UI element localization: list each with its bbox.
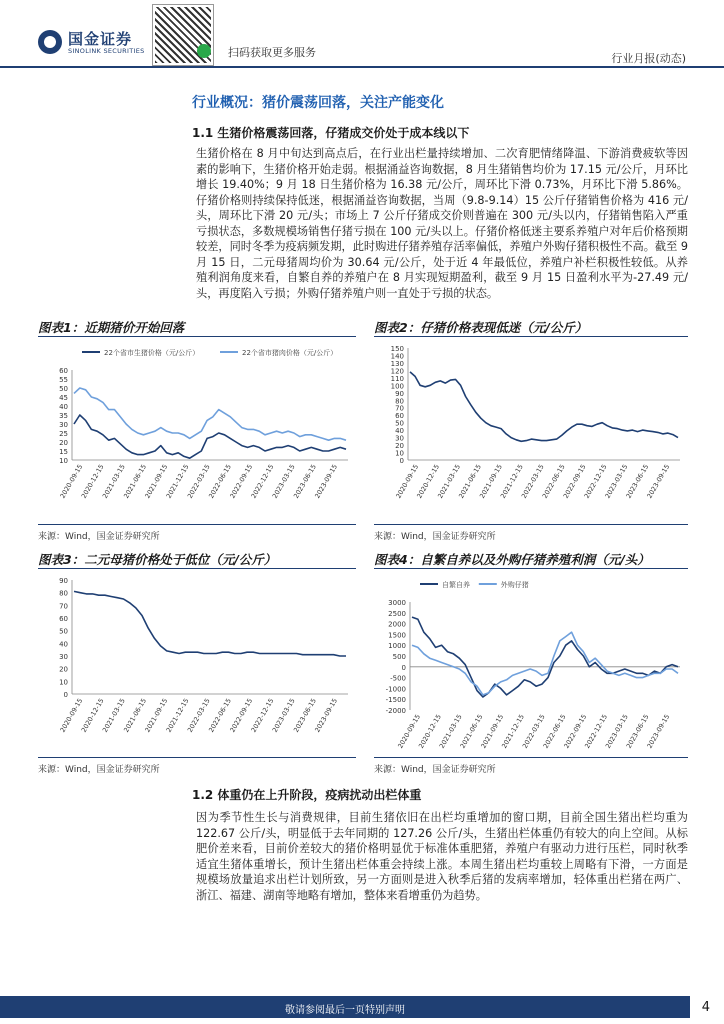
x-tick-label: 2023-03-15 [603,713,630,750]
subsection-title-2: 1.2 体重仍在上升阶段，疫病扰动出栏体重 [192,788,422,802]
fig1-source: 来源：Wind，国金证券研究所 [38,532,160,542]
x-tick-label: 2022-09-15 [561,463,588,500]
y-tick-label: 30 [395,434,404,443]
fig4-source-rule [374,757,688,758]
x-tick-label: 2020-09-15 [58,463,85,500]
footer-disclaimer[interactable]: 敬请参阅最后一页特别声明 [285,1005,405,1016]
subsection-title-1: 1.1 生猪价格震荡回落，仔猪成交价处于成本线以下 [192,126,470,140]
fig4-title: 图表4：自繁自养以及外购仔猪养殖利润（元/头） [374,552,650,567]
fig1-title: 图表1：近期猪价开始回落 [38,320,185,335]
y-tick-label: 80 [395,397,404,406]
fig4-title-rule [374,568,688,569]
x-tick-label: 2021-09-15 [143,463,170,500]
doc-type: 行业月报(动态) [611,52,686,65]
x-tick-label: 2021-06-15 [122,697,149,734]
x-tick-label: 2021-12-15 [164,463,191,500]
y-tick-label: 20 [59,665,68,674]
y-tick-label: 30 [59,653,68,661]
y-tick-label: 60 [59,615,68,623]
fig2-source-rule [374,524,688,525]
y-tick-label: 1000 [388,642,406,651]
header-divider [0,66,724,68]
x-tick-label: 2023-06-15 [292,463,318,500]
y-tick-label: 10 [59,457,68,465]
y-tick-label: 90 [59,577,68,585]
x-tick-label: 2023-06-15 [624,713,651,750]
y-tick-label: 100 [390,382,404,391]
y-tick-label: 150 [390,345,404,353]
y-tick-label: 110 [390,374,404,383]
x-tick-label: 2021-12-15 [164,697,191,734]
wechat-icon [197,44,211,58]
x-tick-label: 2022-03-15 [520,713,547,750]
y-tick-label: 2000 [388,620,406,629]
x-tick-label: 2023-03-15 [270,697,297,734]
fig1-title-rule [38,336,356,337]
y-tick-label: 40 [395,427,404,436]
x-tick-label: 2023-06-15 [292,697,318,734]
y-tick-label: -1500 [385,696,406,705]
legend-label: 22个省市生猪价格（元/公斤） [104,349,200,357]
paragraph-2: 因为季节性生长与消费规律，目前生猪依旧在出栏均重增加的窗口期，目前全国生猪出栏均重为 122.67 公斤/头，明显低于去年同期的 127.26 公斤/头，生猪出栏体重仍有较大的向上空间。从标肥价差来看，目前价差较大的猪价格明显优于标准体重肥猪，养殖户有驱动力进行压栏，同时秋季适宜生猪体重增长，预计生猪出栏体重会持续上涨。本周生猪出栏均重较上周略有下滑，一方面是规模场放量追求出栏计划所致，另一方面则是进入秋季后猪的发病率增加，轻体重出栏猪在两广、浙江、福建、湖南等地略有增加，整体来看增重仍为趋势。 [196,811,688,902]
fig3-title-rule [38,568,356,569]
x-tick-label: 2022-12-15 [582,463,609,500]
x-tick-label: 2021-03-15 [100,463,127,500]
series-line-2 [412,632,678,695]
x-tick-label: 2023-03-15 [603,463,630,500]
x-tick-label: 2023-09-15 [645,713,672,750]
x-tick-label: 2021-12-15 [498,463,525,500]
y-tick-label: 70 [59,602,68,611]
fig2-title-rule [374,336,688,337]
x-tick-label: 2022-12-15 [583,713,610,750]
x-tick-label: 2021-06-15 [457,463,483,500]
fig2-title: 图表2：仔猪价格表现低迷（元/公斤） [374,320,588,335]
x-tick-label: 2021-09-15 [479,713,506,750]
x-tick-label: 2020-09-15 [396,713,423,750]
y-tick-label: 0 [399,457,404,465]
logo-en-text: SINOLINK SECURITIES [68,47,145,55]
x-tick-label: 2022-12-15 [249,463,276,500]
y-tick-label: 1500 [388,631,406,640]
fig2-source: 来源：Wind，国金证券研究所 [374,532,496,542]
x-tick-label: 2023-06-15 [624,463,651,500]
series-line-2 [74,388,346,440]
x-tick-label: 2023-03-15 [270,463,297,500]
legend-label: 自繁自养 [442,581,470,589]
logo-mark-icon [38,30,62,54]
x-tick-label: 2022-06-15 [207,697,233,734]
x-tick-label: 2020-12-15 [417,713,443,750]
fig3-title: 图表3：二元母猪价格处于低位（元/公斤） [38,552,277,567]
y-tick-label: 40 [59,403,68,411]
x-tick-label: 2022-06-15 [207,463,233,500]
series-line-1 [410,372,678,441]
x-tick-label: 2021-09-15 [143,697,170,734]
y-tick-label: 30 [59,421,68,429]
series-line-1 [412,617,678,697]
y-tick-label: 500 [392,653,406,661]
x-tick-label: 2022-03-15 [185,697,212,734]
x-tick-label: 2023-09-15 [313,697,340,734]
y-tick-label: 15 [59,448,68,456]
series-line-1 [74,591,346,656]
y-tick-label: 10 [395,449,404,458]
y-tick-label: 70 [395,404,404,413]
fig1-source-rule [38,524,356,525]
y-tick-label: 0 [401,663,406,672]
y-tick-label: 50 [59,385,68,393]
series-line-1 [74,415,346,458]
fig3-chart [38,572,356,754]
y-tick-label: 90 [395,389,404,398]
logo-cn-text: 国金证券 [68,30,133,48]
x-tick-label: 2020-12-15 [79,697,106,734]
page-number: 4 [701,1000,710,1015]
x-tick-label: 2021-06-15 [122,463,149,500]
y-tick-label: 60 [59,367,68,375]
x-tick-label: 2022-06-15 [540,463,567,500]
x-tick-label: 2020-12-15 [415,463,442,500]
y-tick-label: -1000 [385,685,406,694]
y-tick-label: 80 [59,589,68,598]
fig4-source: 来源：Wind，国金证券研究所 [374,765,496,775]
company-logo [38,28,148,58]
x-tick-label: 2020-09-15 [394,463,421,500]
y-tick-label: -500 [390,674,406,683]
x-tick-label: 2023-09-15 [645,463,672,500]
y-tick-label: 25 [59,430,68,438]
y-tick-label: 55 [59,376,68,384]
x-tick-label: 2022-03-15 [185,463,212,500]
fig3-source-rule [38,757,356,758]
fig4-chart [374,572,688,754]
y-tick-label: 0 [63,691,68,699]
x-tick-label: 2022-09-15 [562,713,589,750]
y-tick-label: 40 [59,640,68,649]
x-tick-label: 2023-09-15 [313,463,340,500]
x-tick-label: 2021-06-15 [458,713,485,750]
x-tick-label: 2021-12-15 [500,713,526,750]
qr-caption: 扫码获取更多服务 [228,46,316,59]
y-tick-label: 3000 [388,599,406,607]
y-tick-label: 50 [59,627,68,636]
y-tick-label: 50 [395,419,404,428]
x-tick-label: 2020-12-15 [79,463,106,500]
x-tick-label: 2022-06-15 [541,713,568,750]
y-tick-label: 35 [59,412,68,420]
y-tick-label: 2500 [388,609,406,618]
section-title: 行业概况：猪价震荡回落，关注产能变化 [192,95,444,111]
x-tick-label: 2022-09-15 [228,697,255,734]
y-tick-label: 45 [59,394,68,402]
y-tick-label: 120 [390,367,404,376]
x-tick-label: 2021-03-15 [436,463,463,500]
fig1-chart [38,340,356,520]
y-tick-label: 20 [59,439,68,447]
x-tick-label: 2020-09-15 [58,697,85,734]
y-tick-label: 130 [390,359,404,368]
x-tick-label: 2021-03-15 [100,697,127,734]
x-tick-label: 2022-03-15 [519,463,546,500]
y-tick-label: -2000 [385,707,406,715]
fig3-source: 来源：Wind，国金证券研究所 [38,765,160,775]
paragraph-1: 生猪价格在 8 月中旬达到高点后，在行业出栏量持续增加、二次育肥情绪降温、下游消费疲软等因素的影响下，生猪价格开始走弱。根据涌益咨询数据，8 月生猪销售均价为 17.15 元/公斤，月环比增长 19.40%；9 月 18 日生猪价格为 16.38 元/公斤，周环比下滑 0.73%，月环比下滑 5.86%。仔猪价格则持续保持低迷，根据涌益咨询数据，当周（9.8-9.14）15 公斤仔猪销售价格为 416 元/头，周环比下滑 20 元/头；市场上 7 公斤仔猪成交价则普遍在 300 元/头以内，仔猪销售陷入严重亏损状态，多数规模场销售仔猪亏损在 100 元/头以上。仔猪价格低迷主要系养殖户对年后价格预期较差，同时冬季为疫病频发期，此时购进仔猪养殖存活率偏低，养殖户外购仔猪积极性不高。截至 9 月 15 日，二元母猪周均价为 30.64 元/公斤，处于近 4 年最低位，养殖户补栏积极性较低。从养殖利润角度来看，自繁自养的养殖户在 8 月实现短期盈利，截至 9 月 15 日盈利水平为-27.49 元/头，再度陷入亏损；外购仔猪养殖户则一直处于亏损的状态。 [196,147,688,300]
fig2-chart [374,340,688,520]
y-tick-label: 60 [395,412,404,421]
y-tick-label: 140 [390,352,404,361]
x-tick-label: 2021-09-15 [478,463,504,500]
y-tick-label: 10 [59,678,68,687]
x-tick-label: 2021-03-15 [437,713,464,750]
x-tick-label: 2022-12-15 [249,697,276,734]
legend-label: 外购仔猪 [500,581,529,589]
legend-label: 22个省市猪肉价格（元/公斤） [242,349,338,357]
y-tick-label: 20 [395,442,404,451]
x-tick-label: 2022-09-15 [228,463,255,500]
